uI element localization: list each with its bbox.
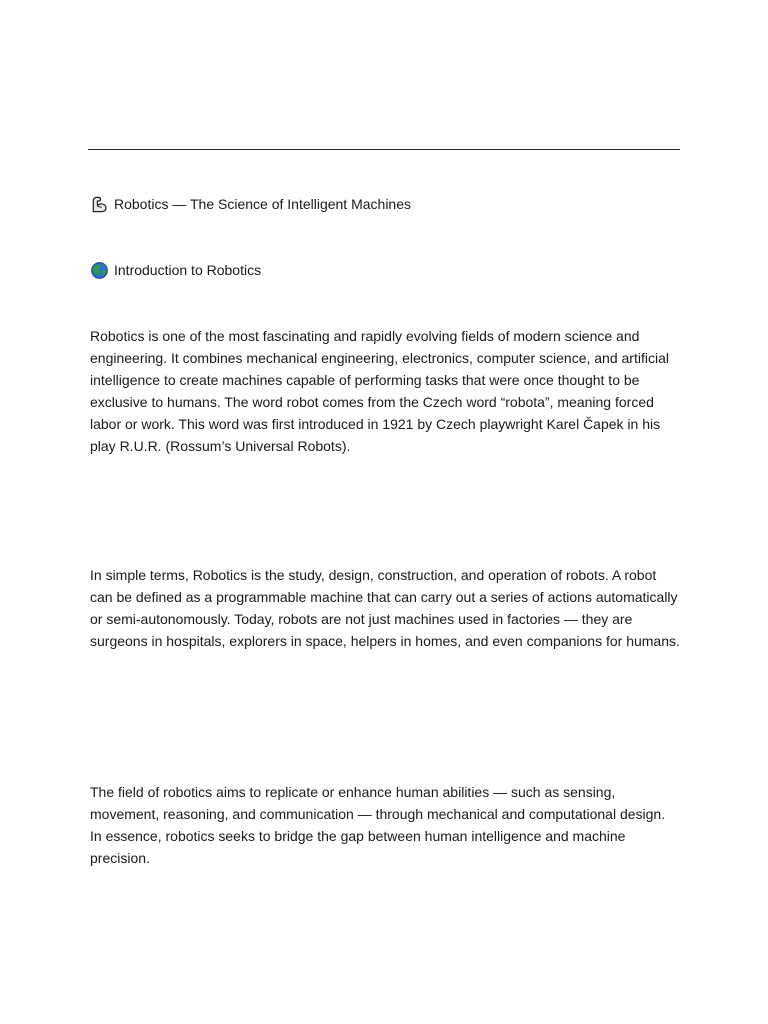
paragraph-definition: In simple terms, Robotics is the study, design, construction, and operation of robots. A robot can be defined as a programmable machine that can carry out a series of actions automatically or semi-autonomously. Today, robots are not just machines used in factories — they are surgeons in hospitals, explorers in space, helpers in homes, and even companions for humans. <box>90 567 680 649</box>
paragraph-aims: The field of robotics aims to replicate or enhance human abilities — such as sensing, movement, reasoning, and communication — through mechanical and computational design. In essence, robotics seeks to bridge the gap between human intelligence and machine precision. <box>90 784 666 866</box>
document-title <box>90 194 411 214</box>
globe-icon <box>90 261 109 280</box>
document-title-text: Robotics — The Science of Intelligent Machines <box>114 196 412 212</box>
section-heading <box>90 260 261 280</box>
horizontal-divider <box>88 149 680 150</box>
section-heading-text: Introduction to Robotics <box>114 262 262 278</box>
paragraph-intro: Robotics is one of the most fascinating and rapidly evolving fields of modern science and engineering. It combines mechanical engineering, electronics, computer science, and artificial intelligence to create machines capable of performing tasks that were once thought to be exclusive to humans. The word robot comes from the Czech word “robota”, meaning forced labor or work. This word was first introduced in 1921 by Czech playwright Karel Čapek in his play R.U.R. (Rossum’s Universal Robots). <box>90 328 669 454</box>
flexed-arm-icon <box>90 195 109 214</box>
